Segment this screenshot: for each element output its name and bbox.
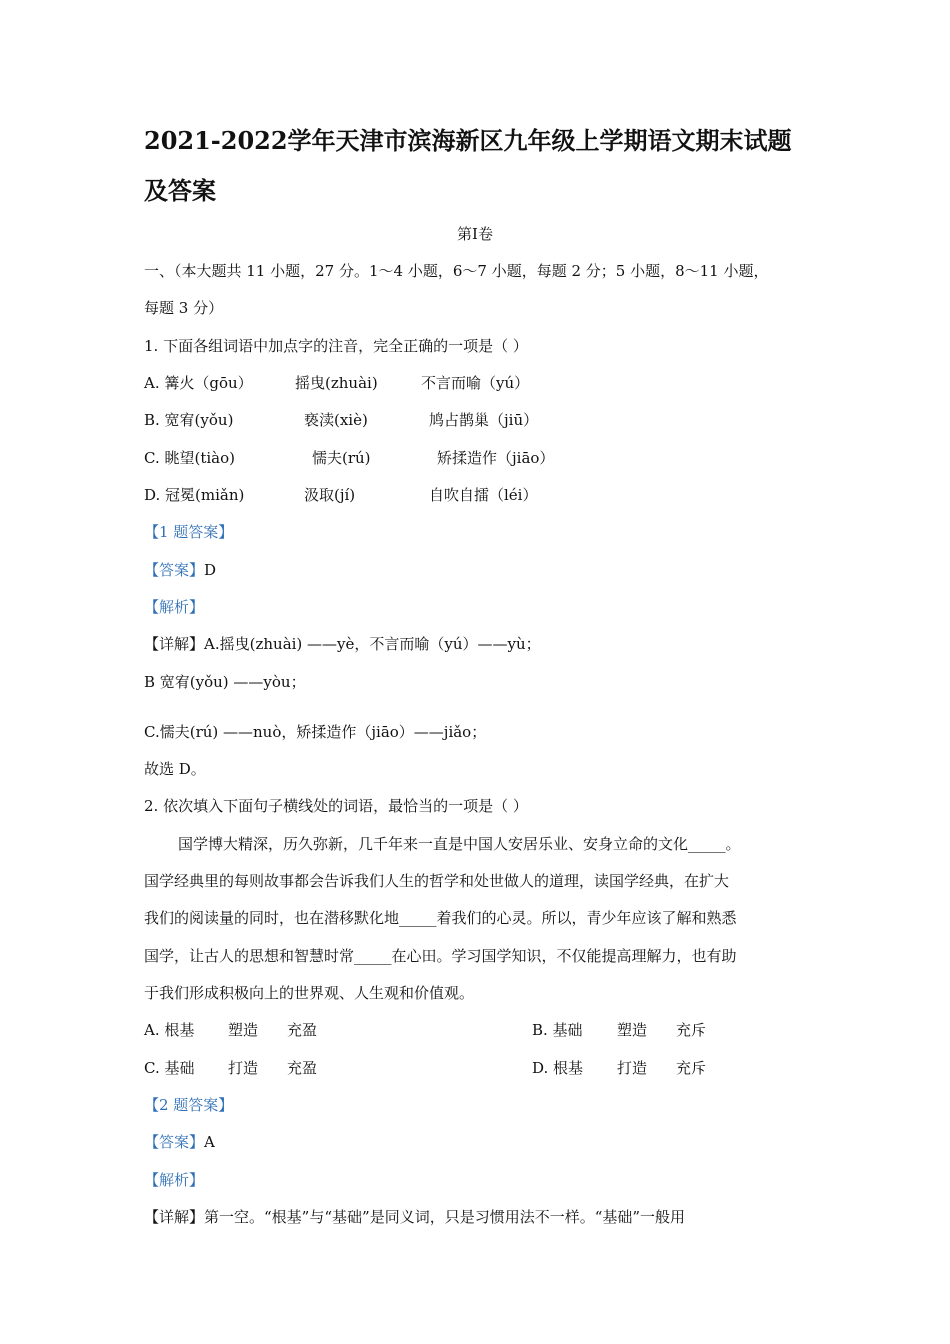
q2-passage: 国学博大精深，历久弥新，几千年来一直是中国人安居乐业、安身立命的文化_____。 [178, 835, 741, 853]
q1-option-c-2: 懦夫(rú) [312, 449, 371, 467]
q1-option-a-2: 摇曳(zhuài) [295, 374, 378, 392]
q1-answer: D [204, 561, 217, 579]
q2-option-a: A. 根基 [144, 1021, 195, 1039]
analysis-label: 【解析】 [144, 1171, 205, 1189]
q2-option-d-2: 打造 [617, 1059, 648, 1077]
section-instructions-cont: 每题 3 分） [144, 299, 224, 317]
q2-passage: 国学经典里的每则故事都会告诉我们人生的哲学和处世做人的道理，读国学经典，在扩大 [144, 872, 730, 890]
q1-stem: 1. 下面各组词语中加点字的注音，完全正确的一项是（ ） [144, 337, 528, 355]
q1-detail: B 宽宥(yǒu) ——yòu； [144, 673, 306, 691]
q1-option-c-3: 矫揉造作（jiāo） [437, 449, 555, 467]
q1-detail: 故选 D。 [144, 760, 206, 778]
q2-passage: 于我们形成积极向上的世界观、人生观和价值观。 [144, 984, 475, 1002]
q2-passage: 我们的阅读量的同时，也在潜移默化地_____着我们的心灵。所以，青少年应该了解和熟悉 [144, 909, 737, 927]
q2-answer-header: 【2 题答案】 [144, 1096, 234, 1114]
q1-detail: C.懦夫(rú) ——nuò，矫揉造作（jiāo）——jiǎo； [144, 723, 487, 741]
detail-label: 【详解】 [144, 635, 205, 653]
q2-option-b: B. 基础 [532, 1021, 583, 1039]
volume-heading: 第Ⅰ卷 [457, 225, 493, 243]
q1-option-d-3: 自吹自擂（léi） [429, 486, 538, 504]
q2-option-a-3: 充盈 [287, 1021, 318, 1039]
q2-stem: 2. 依次填入下面句子横线处的词语，最恰当的一项是（ ） [144, 797, 528, 815]
analysis-label: 【解析】 [144, 598, 205, 616]
answer-label: 【答案】 [144, 561, 205, 579]
doc-title-line1: 2021-2022学年天津市滨海新区九年级上学期语文期末试题 [144, 126, 792, 155]
q1-option-b: B. 宽宥(yǒu) [144, 411, 234, 429]
q1-option-b-3: 鸠占鹊巢（jiū） [429, 411, 539, 429]
q2-option-c-2: 打造 [228, 1059, 259, 1077]
q1-answer-header: 【1 题答案】 [144, 523, 234, 541]
q1-option-a: A. 篝火（gōu） [144, 374, 253, 392]
q2-option-d-3: 充斥 [676, 1059, 707, 1077]
q1-detail: A.摇曳(zhuài) ——yè，不言而喻（yú）——yù； [204, 635, 541, 653]
q1-option-c: C. 眺望(tiào) [144, 449, 235, 467]
detail-label: 【详解】 [144, 1208, 205, 1226]
q1-option-d: D. 冠冕(miǎn) [144, 486, 245, 504]
q2-option-b-3: 充斥 [676, 1021, 707, 1039]
q1-option-b-2: 亵渎(xiè) [304, 411, 368, 429]
q2-option-b-2: 塑造 [617, 1021, 648, 1039]
q2-passage: 国学，让古人的思想和智慧时常_____在心田。学习国学知识，不仅能提高理解力，也有助 [144, 947, 737, 965]
q2-option-d: D. 根基 [532, 1059, 584, 1077]
q1-option-a-3: 不言而喻（yú） [421, 374, 530, 392]
q2-option-c-3: 充盈 [287, 1059, 318, 1077]
q2-option-c: C. 基础 [144, 1059, 195, 1077]
q2-answer: A [204, 1133, 215, 1151]
q1-option-d-2: 汲取(jí) [304, 486, 356, 504]
section-instructions: 一、（本大题共 11 小题，27 分。1～4 小题，6～7 小题，每题 2 分；5 小题，8～11 小题， [144, 262, 769, 280]
q2-option-a-2: 塑造 [228, 1021, 259, 1039]
q2-detail: 第一空。“根基”与“基础”是同义词，只是习惯用法不一样。“基础”一般用 [204, 1208, 686, 1226]
answer-label: 【答案】 [144, 1133, 205, 1151]
doc-title-line2: 及答案 [144, 176, 216, 205]
